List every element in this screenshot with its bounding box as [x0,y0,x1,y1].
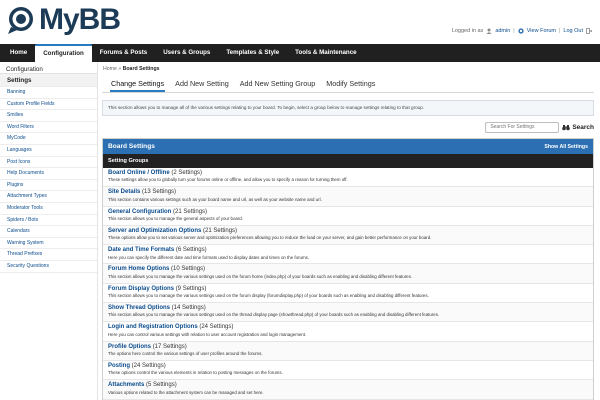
sidebar-heading: Configuration [0,62,97,74]
list-item [103,226,593,245]
sidebar-item-help-documents[interactable]: Help Documents [0,168,97,180]
nav-tab-forums-posts[interactable]: Forums & Posts [99,49,148,56]
sidebar-item-post-icons[interactable]: Post Icons [0,157,97,169]
setting-group-link[interactable]: Attachments [108,382,145,389]
setting-group-link[interactable]: Forum Home Options [108,266,170,273]
sidebar-item-attachment-types[interactable]: Attachment Types [0,191,97,203]
list-item [103,168,593,187]
sidebar-item-word-filters[interactable]: Word Filters [0,122,97,134]
search-input[interactable] [485,122,559,133]
panel-header [103,139,593,154]
nav-tab-tools-maintenance[interactable]: Tools & Maintenance [295,49,357,56]
sidebar-item-mycode[interactable]: MyCode [0,133,97,145]
setting-count: (24 Settings) [131,362,166,369]
setting-group-description: This section allows you to manage the various settings used on the thread display page (showthread.php) of your boards such as enabling and disabling different features. [108,312,440,318]
nav-tab-templates-style[interactable]: Templates & Style [226,49,280,56]
list-item [103,303,593,322]
list-item [103,245,593,264]
setting-group-link[interactable]: Date and Time Formats [108,247,175,254]
sidebar-item-calendars[interactable]: Calendars [0,226,97,238]
setting-group-link[interactable]: Site Details [108,189,141,196]
setting-group-description: This section contains various settings such as your board name and url, as well as your website name and url. [108,196,322,202]
setting-count: (5 Settings) [146,382,177,389]
list-item [103,284,593,303]
setting-groups-list [103,168,593,400]
setting-group-description: These options allow you to set various server and optimization preferences allowing you to reduce the load on your server, and gain better performance on your board. [108,235,432,241]
breadcrumb-separator: » [118,66,122,72]
sidebar-item-spiders-bots[interactable]: Spiders / Bots [0,215,97,227]
setting-count: (10 Settings) [171,266,206,273]
setting-group-link[interactable]: Posting [108,362,130,369]
list-item [103,187,593,206]
setting-count: (21 Settings) [203,227,238,234]
setting-group-description: This section allows you to manage the various settings used on the forum display (forumdisplay.php) of your boards such as enabling and disabling different features. [108,293,429,299]
setting-count: (14 Settings) [171,305,206,312]
setting-group-description: Various options related to the attachment system can be managed and set here. [108,389,264,395]
search-button-label: Search [572,123,594,131]
view-forum-link[interactable]: View Forum [526,28,556,34]
breadcrumb-home[interactable]: Home [103,66,117,72]
section-notice: This section allows you to manage all of the various settings relating to your board. To begin, select a group below to manage settings relating to that group. [102,100,594,116]
setting-group-link[interactable]: Login and Registration Options [108,324,198,331]
sidebar-item-moderator-tools[interactable]: Moderator Tools [0,203,97,215]
setting-group-description: Here you can specify the different date and time formats used to display dates and times on the forums. [108,254,310,260]
setting-group-link[interactable]: Server and Optimization Options [108,227,202,234]
sidebar-item-smilies[interactable]: Smilies [0,110,97,122]
setting-group-link[interactable]: Forum Display Options [108,285,175,292]
sidebar-item-warning-system[interactable]: Warning System [0,238,97,250]
list-item [103,342,593,361]
sidebar-item-languages[interactable]: Languages [0,145,97,157]
nav-tab-users-groups[interactable]: Users & Groups [163,49,211,56]
setting-group-link[interactable]: Show Thread Options [108,305,171,312]
list-item [103,207,593,226]
setting-count: (2 Settings) [171,170,203,176]
setting-group-description: This section allows you to manage the general aspects of your board. [108,216,243,221]
user-icon [486,28,492,34]
sidebar-item-thread-prefixes[interactable]: Thread Prefixes [0,249,97,261]
sub-tabs [102,76,594,93]
main-navigation [0,44,600,62]
breadcrumb-current: Board Settings [122,66,160,72]
sidebar-item-banning[interactable]: Banning [0,87,97,99]
setting-group-description: This section allows you to manage the various settings used on the forum home (index.php) of your boards such as enabling and disabling different features. [108,273,413,279]
list-item [103,380,593,399]
speech-bubble-logo-icon [6,5,36,35]
binoculars-icon [562,124,570,131]
tab-modify-settings[interactable]: Modify Settings [326,79,376,88]
user-bar [452,28,592,34]
forum-icon [518,28,524,34]
sidebar-item-custom-profile-fields[interactable]: Custom Profile Fields [0,99,97,111]
username-link[interactable]: admin [495,28,511,34]
list-item [103,361,593,380]
setting-count: (9 Settings) [175,285,207,292]
logout-icon [586,28,592,34]
nav-tab-home[interactable]: Home [10,49,28,56]
header [0,0,600,44]
setting-group-description: The options here control the various settings of user profiles around the forums. [108,351,263,357]
tab-add-new-setting[interactable]: Add New Setting [175,79,229,88]
panel-title: Board Settings [108,143,155,150]
main-content [102,62,594,400]
setting-group-link[interactable]: Board Online / Offline [108,170,170,176]
setting-count: (17 Settings) [152,343,187,350]
list-item [103,322,593,341]
breadcrumb [102,62,594,76]
show-all-settings-link[interactable]: Show All Settings [544,143,588,150]
separator: | [558,28,561,34]
tab-add-new-setting-group[interactable]: Add New Setting Group [239,79,316,88]
tab-change-settings[interactable]: Change Settings [110,76,165,92]
setting-group-link[interactable]: General Configuration [108,208,172,215]
sidebar-item-settings[interactable]: Settings [0,74,97,87]
setting-count: (6 Settings) [175,247,207,254]
mybb-logo[interactable] [6,3,120,37]
nav-tab-configuration[interactable]: Configuration [35,44,92,62]
setting-count: (24 Settings) [199,324,234,331]
board-settings-panel [102,138,594,400]
logo-text: MyBB [39,3,121,36]
setting-group-description: Here you can control various settings with relation to user account registration and login management. [108,331,307,337]
list-item [103,264,593,283]
setting-count: (21 Settings) [173,208,208,215]
setting-group-description: These options control the various elements in relation to posting messages on the forums. [108,370,283,376]
setting-group-description: These settings allow you to globally turn your forums online or offline, and allow you to specify a reason for turning them off. [108,177,348,183]
sidebar [0,62,98,400]
separator: | [513,28,515,34]
sidebar-item-security-questions[interactable]: Security Questions [0,261,97,273]
search-row [102,116,594,138]
setting-groups-heading: Setting Groups [103,154,593,168]
logged-in-label: Logged in as [451,28,484,34]
log-out-link[interactable]: Log Out [563,28,583,34]
search-button[interactable] [562,124,594,131]
sidebar-item-plugins[interactable]: Plugins [0,180,97,192]
setting-group-link[interactable]: Profile Options [108,343,152,350]
setting-count: (13 Settings) [142,189,177,196]
